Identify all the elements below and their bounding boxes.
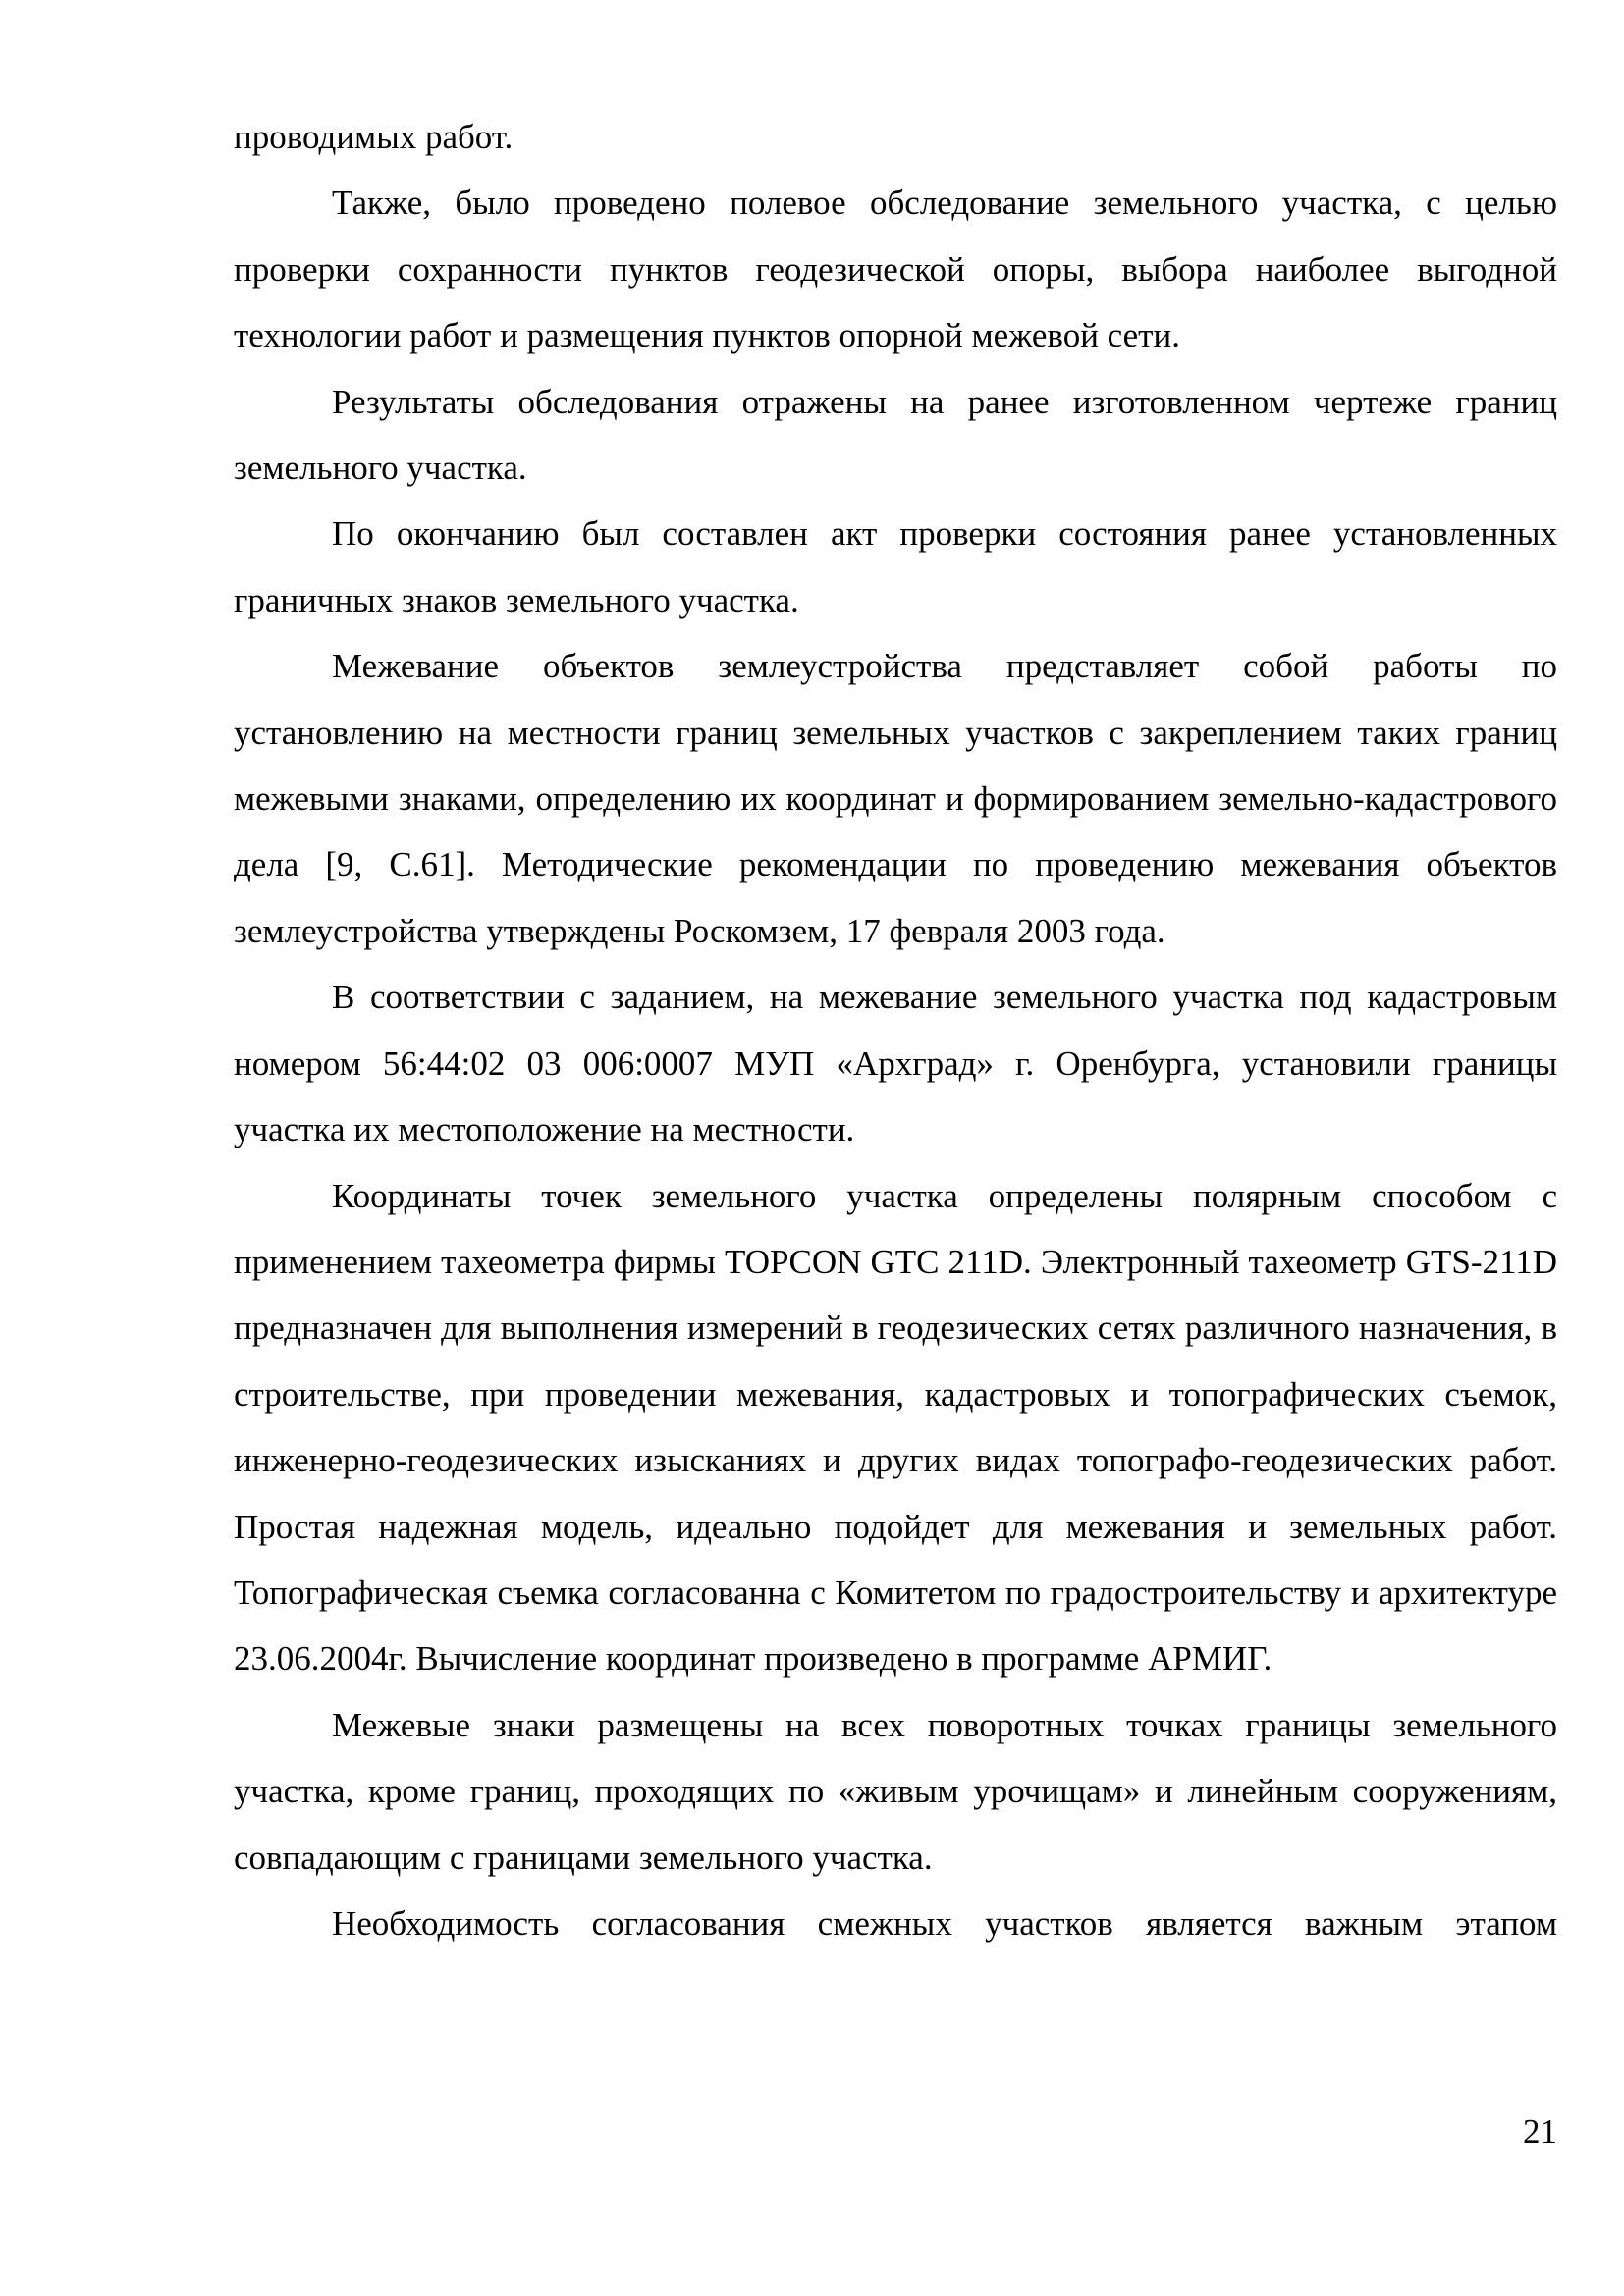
- paragraph-land-surveying: Межевание объектов землеустройства представляет собой работы по установлению на местности границ земельных участков с закреплением таких границ межевыми знаками, определению их координат и формированием земельно-кадастрового дела [9, С.61]. Методические рекомендации по проведению межевания объектов землеустройства утверждены Роскомзем, 17 февраля 2003 года.: [234, 647, 1557, 950]
- paragraph-survey-results: Результаты обследования отражены на ранее изготовленном чертеже границ земельного участка.: [234, 382, 1557, 488]
- paragraph-inspection-act: По окончанию был составлен акт проверки состояния ранее установленных граничных знаков земельного участка.: [234, 514, 1557, 619]
- page-number: 21: [1523, 2112, 1557, 2151]
- paragraph-continuation: проводимых работ.: [234, 118, 514, 156]
- paragraph-boundary-marks: Межевые знаки размещены на всех поворотных точках границы земельного участка, кроме границ, проходящих по «живым урочищам» и линейным сооружениям, совпадающим с границами земельного участка.: [234, 1705, 1557, 1877]
- paragraph-field-survey: Также, было проведено полевое обследование земельного участка, с целью проверки сохранности пунктов геодезической опоры, выбора наиболее выгодной технологии работ и размещения пунктов опорной межевой сети.: [234, 184, 1557, 355]
- paragraph-cadastral-assignment: В соответствии с заданием, на межевание земельного участка под кадастровым номером 56:44:02 03 006:0007 МУП «Архград» г. Оренбурга, установили границы участка их местоположение на местности.: [234, 978, 1557, 1149]
- paragraph-adjacent-approval: Необходимость согласования смежных участков является важным этапом: [332, 1903, 1557, 1943]
- document-page: [234, 104, 1557, 1956]
- paragraph-coordinates: Координаты точек земельного участка определены полярным способом с применением тахеометра фирмы TOPCON GTC 211D. Электронный тахеометр GTS-211D предназначен для выполнения измерений в геодезических сетях различного назначения, в строительстве, при проведении межевания, кадастровых и топографических съемок, инженерно-геодезических изысканиях и других видах топографо-геодезических работ. Простая надежная модель, идеально подойдет для межевания и земельных работ. Топографическая съемка согласованна с Комитетом по градостроительству и архитектуре 23.06.2004г. Вычисление координат произведено в программе АРМИГ.: [234, 1176, 1557, 1679]
